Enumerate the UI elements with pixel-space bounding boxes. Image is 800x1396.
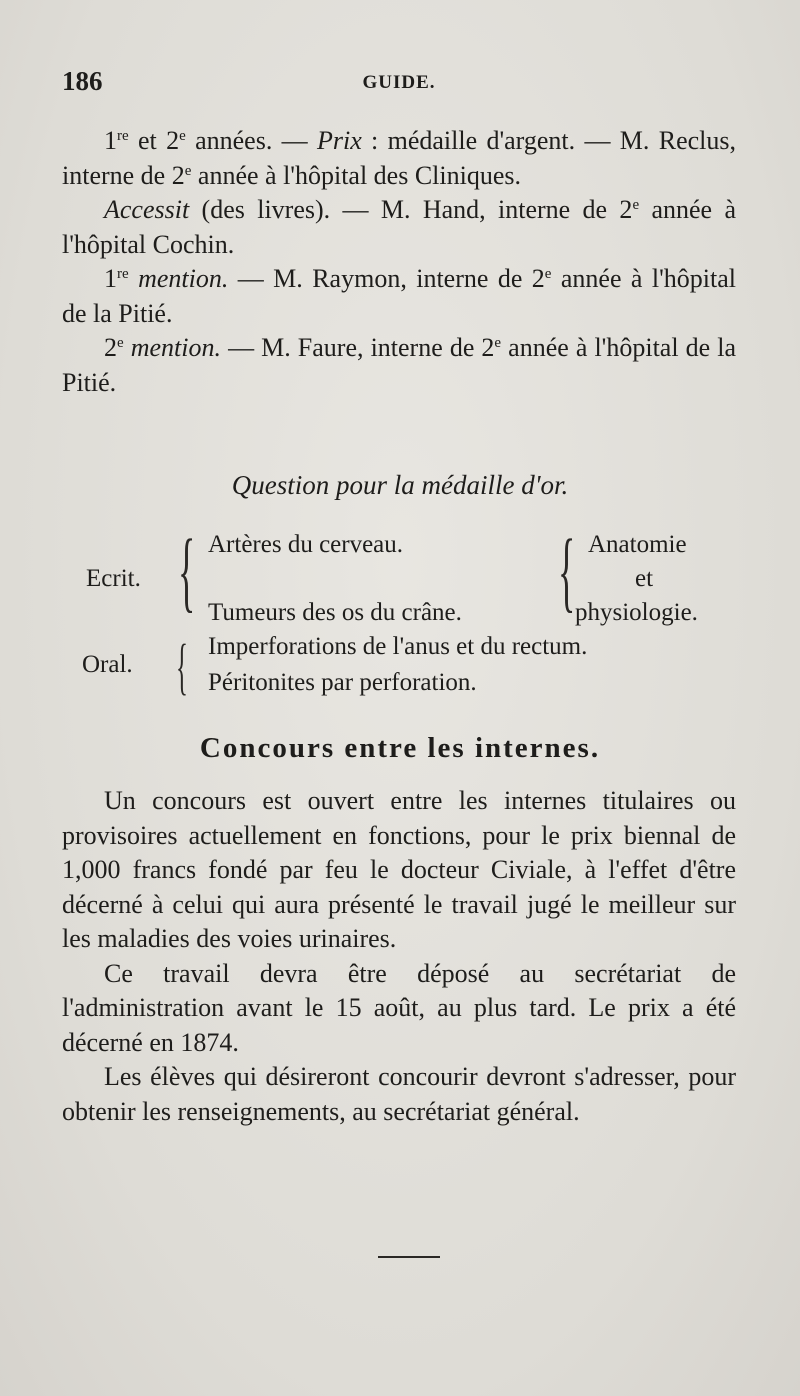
subject-physiologie: physiologie. xyxy=(575,599,698,626)
oral-label: Oral. xyxy=(82,651,133,678)
concours-paragraph-3: Les élèves qui désireront concourir devront s'adresser, pour obtenir les renseignements, au secrétariat général. xyxy=(62,1062,736,1126)
subject-and: et xyxy=(635,565,654,592)
oral-item-1: Imperforations de l'anus et du rectum. xyxy=(208,633,588,660)
concours-block xyxy=(62,784,736,1129)
running-head: GUIDE. xyxy=(362,72,436,93)
subject-anatomie: Anatomie xyxy=(588,531,687,558)
ecrit-item-1: Artères du cerveau. xyxy=(208,531,404,558)
page-header xyxy=(62,66,736,100)
section-title: Concours entre les internes. xyxy=(199,732,601,764)
ecrit-item-2: Tumeurs des os du crâne. xyxy=(208,599,462,626)
page-number: 186 xyxy=(62,66,103,96)
concours-paragraph-1: Un concours est ouvert entre les internes titulaires ou provisoires actuellement en fonctions, pour le prix biennal de 1,000 francs fondé par feu le docteur Civiale, à l'effet d'être décerné à celui qui aura présenté le travail jugé le meilleur sur les maladies des voies urinaires. xyxy=(62,786,736,953)
closing-rule xyxy=(378,1256,440,1258)
concours-paragraph-2: Ce travail devra être déposé au secrétariat de l'administration avant le 15 août, au plus tard. Le prix a été décerné en 1874. xyxy=(62,958,736,1057)
prize-paragraph: 1re et 2e années. — Prix : médaille d'argent. — M. Reclus, interne de 2e année à l'hôpital des Cliniques. xyxy=(62,126,736,190)
mention1-paragraph: 1re mention. — M. Raymon, interne de 2e année à l'hôpital de la Pitié. xyxy=(62,264,736,328)
ecrit-label: Ecrit. xyxy=(86,565,141,592)
oral-item-2: Péritonites par perforation. xyxy=(208,669,477,696)
accessit-paragraph: Accessit (des livres). — M. Hand, interne de 2e année à l'hôpital Cochin. xyxy=(62,195,736,259)
oral-brace: { xyxy=(176,633,188,701)
mention2-paragraph: 2e mention. — M. Faure, interne de 2e année à l'hôpital de la Pitié. xyxy=(62,333,736,397)
ecrit-brace: { xyxy=(178,522,196,621)
subject-brace: { xyxy=(558,522,576,621)
awards-block xyxy=(62,124,736,400)
question-title: Question pour la médaille d'or. xyxy=(231,470,569,500)
